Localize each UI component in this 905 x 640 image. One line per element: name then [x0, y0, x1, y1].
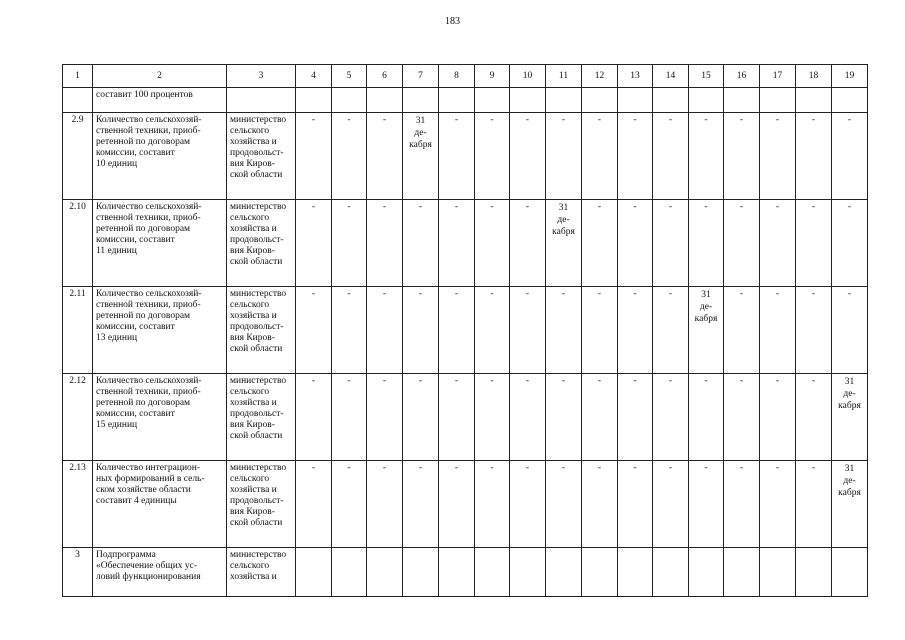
period-cell: -	[618, 461, 653, 548]
date-part: де-	[699, 302, 713, 312]
column-header: 6	[367, 65, 403, 88]
executor-line: сельского	[230, 126, 270, 136]
period-cell: -	[510, 113, 546, 200]
period-cell: -	[403, 461, 439, 548]
description-line: комиссии, составит	[96, 322, 175, 332]
period-cell: -	[724, 113, 760, 200]
table-row	[63, 548, 868, 597]
table-body	[63, 88, 868, 597]
table-cell	[760, 88, 796, 113]
period-cell	[618, 548, 653, 597]
executor-line: хозяйства и	[230, 572, 277, 582]
executor-line: вия Киров-	[230, 333, 275, 343]
period-cell	[689, 548, 724, 597]
table-cell	[796, 88, 832, 113]
period-cell	[332, 548, 367, 597]
description-line: ретенной по договорам	[96, 224, 191, 234]
responsible-executor	[227, 461, 296, 548]
period-cell: -	[582, 200, 618, 287]
executor-line: ской области	[230, 170, 283, 180]
period-cell: -	[689, 113, 724, 200]
period-cell: -	[653, 287, 689, 374]
period-cell: -	[367, 200, 403, 287]
period-cell: -	[618, 200, 653, 287]
period-cell: -	[582, 461, 618, 548]
description-line: комиссии, составит	[96, 235, 175, 245]
period-cell: -	[510, 287, 546, 374]
date-part: кабря	[694, 314, 718, 324]
period-cell: -	[367, 287, 403, 374]
description-line: «Обеспечение общих ус-	[96, 561, 198, 571]
period-cell: -	[760, 374, 796, 461]
executor-line: сельского	[230, 213, 270, 223]
row-number: 2.13	[63, 461, 93, 548]
column-header: 7	[403, 65, 439, 88]
period-cell: -	[439, 200, 475, 287]
period-cell	[439, 548, 475, 597]
period-cell: -	[475, 113, 510, 200]
description-line: Количество интеграцион-	[96, 463, 201, 473]
executor-line: вия Киров-	[230, 159, 275, 169]
executor-line: вия Киров-	[230, 246, 275, 256]
period-cell: -	[582, 287, 618, 374]
table-row	[63, 113, 868, 200]
table-cell	[63, 88, 93, 113]
period-cell: -	[403, 287, 439, 374]
period-cell: -	[653, 374, 689, 461]
column-header: 2	[93, 65, 227, 88]
table-cell	[439, 88, 475, 113]
executor-line: продовольст-	[230, 409, 284, 419]
period-cell: -	[796, 374, 832, 461]
executor-line: министерство	[230, 463, 287, 473]
description-line: 11 единиц	[96, 246, 137, 256]
period-cell	[582, 548, 618, 597]
period-cell: -	[510, 374, 546, 461]
description-line: 15 единиц	[96, 420, 138, 430]
description-line: 10 единиц	[96, 159, 138, 169]
period-cell: -	[724, 200, 760, 287]
column-header: 18	[796, 65, 832, 88]
schedule-table	[62, 64, 868, 597]
table-cell	[582, 88, 618, 113]
header-row	[63, 65, 868, 88]
column-header: 15	[689, 65, 724, 88]
description-line: ретенной по договорам	[96, 311, 191, 321]
deadline-date	[832, 461, 868, 548]
table-cell	[475, 88, 510, 113]
column-header: 19	[832, 65, 868, 88]
description-line: ственной техники, приоб-	[96, 126, 201, 136]
period-cell: -	[546, 374, 582, 461]
period-cell: -	[475, 200, 510, 287]
table-cell	[653, 88, 689, 113]
period-cell: -	[296, 200, 332, 287]
executor-line: ской области	[230, 518, 283, 528]
row-number: 3	[63, 548, 93, 597]
period-cell: -	[332, 287, 367, 374]
period-cell: -	[546, 461, 582, 548]
period-cell: -	[653, 113, 689, 200]
period-cell: -	[832, 200, 868, 287]
period-cell: -	[367, 374, 403, 461]
executor-line: сельского	[230, 474, 270, 484]
executor-line: ской области	[230, 431, 283, 441]
executor-line: продовольст-	[230, 235, 284, 245]
deadline-date	[832, 374, 868, 461]
period-cell: -	[689, 200, 724, 287]
date-part: 31	[415, 116, 426, 126]
period-cell: -	[653, 200, 689, 287]
date-part: кабря	[552, 227, 575, 237]
table-cell	[367, 88, 403, 113]
executor-line: продовольст-	[230, 148, 284, 158]
period-cell: -	[403, 374, 439, 461]
executor-line: хозяйства и	[230, 398, 277, 408]
period-cell: -	[296, 374, 332, 461]
executor-line: хозяйства и	[230, 311, 277, 321]
period-cell: -	[439, 287, 475, 374]
description-line: ретенной по договорам	[96, 137, 191, 147]
period-cell	[296, 548, 332, 597]
executor-line: вия Киров-	[230, 507, 275, 517]
period-cell: -	[724, 287, 760, 374]
indicator-description	[93, 113, 227, 200]
column-header: 11	[546, 65, 582, 88]
table-cell	[510, 88, 546, 113]
responsible-executor	[227, 548, 296, 597]
responsible-executor	[227, 287, 296, 374]
date-part: 31	[844, 377, 855, 387]
period-cell: -	[832, 113, 868, 200]
period-cell: -	[653, 461, 689, 548]
period-cell: -	[796, 200, 832, 287]
table-row	[63, 287, 868, 374]
period-cell: -	[724, 461, 760, 548]
row-number: 2.11	[63, 287, 93, 374]
period-cell: -	[546, 113, 582, 200]
executor-line: министерство	[230, 115, 287, 125]
period-cell	[724, 548, 760, 597]
date-part: 31	[558, 203, 569, 213]
period-cell: -	[796, 287, 832, 374]
page-number: 183	[445, 16, 460, 27]
executor-line: министерство	[230, 550, 287, 560]
date-part: кабря	[838, 401, 861, 411]
period-cell: -	[475, 287, 510, 374]
period-cell: -	[760, 113, 796, 200]
date-part: кабря	[838, 488, 861, 498]
period-cell	[367, 548, 403, 597]
period-cell: -	[332, 374, 367, 461]
executor-line: ской области	[230, 257, 283, 267]
period-cell: -	[510, 461, 546, 548]
period-cell: -	[796, 461, 832, 548]
period-cell	[796, 548, 832, 597]
table-cell	[832, 88, 868, 113]
period-cell: -	[296, 287, 332, 374]
executor-line: сельского	[230, 300, 270, 310]
deadline-date	[689, 287, 724, 374]
table-row	[63, 374, 868, 461]
period-cell: -	[367, 113, 403, 200]
executor-line: хозяйства и	[230, 137, 277, 147]
continuation-text: составит 100 процентов	[93, 88, 227, 113]
period-cell: -	[724, 374, 760, 461]
description-line: ловий функционирования	[96, 572, 201, 582]
executor-line: продовольст-	[230, 322, 284, 332]
period-cell	[510, 548, 546, 597]
period-cell: -	[439, 461, 475, 548]
executor-line: продовольст-	[230, 496, 284, 506]
table-cell	[403, 88, 439, 113]
period-cell	[832, 548, 868, 597]
description-line: Количество сельскохозяй-	[96, 115, 202, 125]
date-part: 31	[844, 464, 855, 474]
period-cell: -	[582, 374, 618, 461]
period-cell	[653, 548, 689, 597]
row-number: 2.12	[63, 374, 93, 461]
description-line: ственной техники, приоб-	[96, 387, 201, 397]
description-line: Количество сельскохозяй-	[96, 289, 202, 299]
description-line: комиссии, составит	[96, 148, 175, 158]
row-number: 2.10	[63, 200, 93, 287]
period-cell	[403, 548, 439, 597]
description-line: составит 4 единицы	[96, 496, 177, 506]
period-cell: -	[546, 287, 582, 374]
description-line: ском хозяйстве области	[96, 485, 191, 495]
column-header: 3	[227, 65, 296, 88]
table-cell	[689, 88, 724, 113]
indicator-description	[93, 548, 227, 597]
indicator-description	[93, 461, 227, 548]
description-line: Количество сельскохозяй-	[96, 376, 202, 386]
executor-line: министерство	[230, 202, 287, 212]
date-part: де-	[557, 215, 570, 225]
executor-line: хозяйства и	[230, 485, 277, 495]
period-cell: -	[760, 200, 796, 287]
date-part: 31	[701, 290, 711, 300]
period-cell: -	[296, 113, 332, 200]
table-cell	[546, 88, 582, 113]
column-header: 13	[618, 65, 653, 88]
period-cell: -	[618, 374, 653, 461]
period-cell: -	[582, 113, 618, 200]
period-cell: -	[296, 461, 332, 548]
table-cell	[724, 88, 760, 113]
row-number: 2.9	[63, 113, 93, 200]
date-part: де-	[843, 389, 856, 399]
table-row	[63, 461, 868, 548]
column-header: 4	[296, 65, 332, 88]
date-part: кабря	[409, 140, 432, 150]
period-cell: -	[689, 374, 724, 461]
column-header: 8	[439, 65, 475, 88]
column-header: 14	[653, 65, 689, 88]
period-cell: -	[332, 200, 367, 287]
executor-line: министерство	[230, 289, 287, 299]
period-cell: -	[439, 374, 475, 461]
description-line: ственной техники, приоб-	[96, 300, 201, 310]
period-cell: -	[618, 113, 653, 200]
executor-line: сельского	[230, 387, 270, 397]
period-cell: -	[332, 461, 367, 548]
period-cell: -	[760, 461, 796, 548]
period-cell	[546, 548, 582, 597]
indicator-description	[93, 374, 227, 461]
period-cell: -	[475, 461, 510, 548]
table-cell	[227, 88, 296, 113]
table-cell	[332, 88, 367, 113]
period-cell: -	[332, 113, 367, 200]
executor-line: хозяйства и	[230, 224, 277, 234]
description-line: ретенной по договорам	[96, 398, 191, 408]
column-header: 5	[332, 65, 367, 88]
description-line: 13 единиц	[96, 333, 138, 343]
responsible-executor	[227, 113, 296, 200]
executor-line: министерство	[230, 376, 287, 386]
description-line: Подпрограмма	[96, 550, 156, 560]
date-part: де-	[843, 476, 856, 486]
description-line: ственной техники, приоб-	[96, 213, 201, 223]
indicator-description	[93, 200, 227, 287]
period-cell: -	[689, 461, 724, 548]
period-cell: -	[618, 287, 653, 374]
period-cell	[475, 548, 510, 597]
period-cell: -	[510, 200, 546, 287]
executor-line: ской области	[230, 344, 283, 354]
column-header: 9	[475, 65, 510, 88]
executor-line: сельского	[230, 561, 270, 571]
continuation-row	[63, 88, 868, 113]
table-cell	[296, 88, 332, 113]
description-line: комиссии, составит	[96, 409, 175, 419]
period-cell: -	[403, 200, 439, 287]
period-cell: -	[367, 461, 403, 548]
column-header: 16	[724, 65, 760, 88]
period-cell: -	[832, 287, 868, 374]
column-header: 12	[582, 65, 618, 88]
period-cell: -	[796, 113, 832, 200]
period-cell: -	[439, 113, 475, 200]
table-row	[63, 200, 868, 287]
responsible-executor	[227, 200, 296, 287]
column-header: 10	[510, 65, 546, 88]
indicator-description	[93, 287, 227, 374]
description-line: Количество сельскохозяй-	[96, 202, 202, 212]
deadline-date	[403, 113, 439, 200]
deadline-date	[546, 200, 582, 287]
table-cell	[618, 88, 653, 113]
column-header: 17	[760, 65, 796, 88]
responsible-executor	[227, 374, 296, 461]
period-cell: -	[760, 287, 796, 374]
column-header: 1	[63, 65, 93, 88]
period-cell: -	[475, 374, 510, 461]
period-cell	[760, 548, 796, 597]
date-part: де-	[414, 128, 427, 138]
executor-line: вия Киров-	[230, 420, 275, 430]
description-line: ных формирований в сель-	[96, 474, 205, 484]
